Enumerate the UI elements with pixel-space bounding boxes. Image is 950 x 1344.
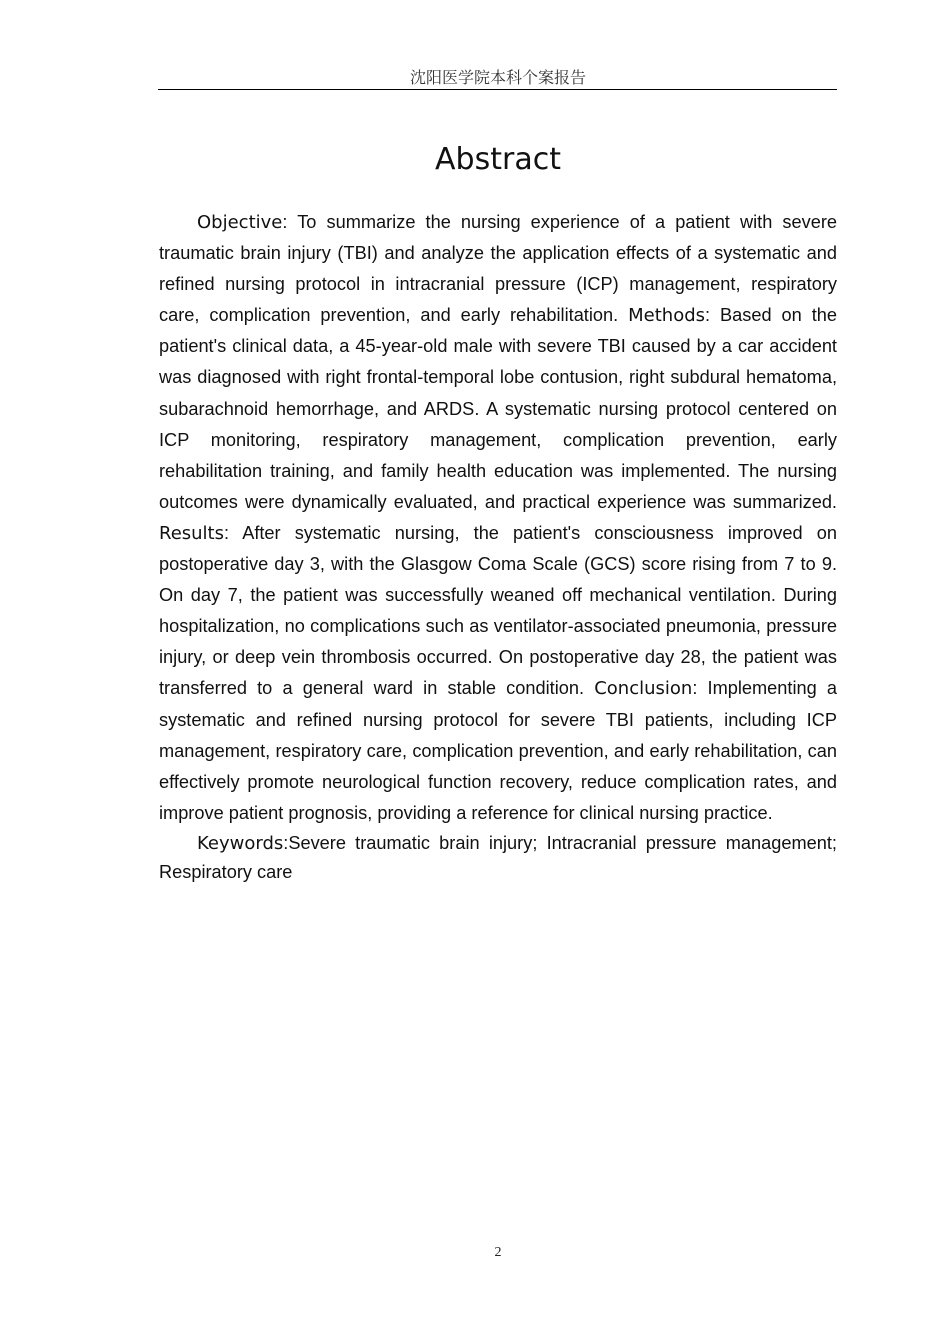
abstract-paragraph xyxy=(159,207,837,829)
methods-text: : Based on the patient's clinical data, a 45-year-old male with severe TBI caused by a car accident was diagnosed with right frontal-temporal lobe contusion, right subdural hematoma, subarachnoid hemorrhage, and ARDS. A systematic nursing protocol centered on ICP monitoring, respiratory management, complication prevention, early rehabilitation training, and family health education was implemented. The nursing outcomes were dynamically evaluated, and practical experience was summarized. xyxy=(159,305,838,512)
conclusion-text: : Implementing a systematic and refined nursing protocol for severe TBI patients, including ICP management, respiratory care, complication prevention, and early rehabilitation, can effectively promote neurological function recovery, reduce complication rates, and improve patient prognosis, providing a reference for clinical nursing practice. xyxy=(159,678,837,823)
results-label: Results xyxy=(159,522,224,544)
abstract-body xyxy=(159,207,837,886)
keywords-label: Keywords xyxy=(197,832,284,854)
abstract-heading: Abstract xyxy=(435,142,561,177)
page-number: 2 xyxy=(494,1245,502,1260)
keywords-paragraph xyxy=(159,829,837,886)
objective-text: : To summarize the nursing experience of a patient with severe traumatic brain injury (TBI) and analyze the application effects of a systematic and refined nursing protocol in intracranial pressure (ICP) management, respiratory care, complication prevention, and early rehabilitation. xyxy=(159,212,837,326)
results-text: : After systematic nursing, the patient's consciousness improved on postoperative day 3, with the Glasgow Coma Scale (GCS) score rising from 7 to 9. On day 7, the patient was successfully weaned off mechanical ventilation. During hospitalization, no complications such as ventilator-associated pneumonia, pressure injury, or deep vein thrombosis occurred. On postoperative day 28, the patient was transferred to a general ward in stable condition. xyxy=(159,522,837,699)
header-rule xyxy=(158,89,837,90)
methods-label: Methods xyxy=(628,305,706,327)
objective-label: Objective xyxy=(197,212,283,233)
conclusion-label: Conclusion xyxy=(594,678,693,700)
keywords-text: :Severe traumatic brain injury; Intracranial pressure management; Respiratory care xyxy=(159,832,837,882)
running-header: 沈阳医学院本科个案报告 xyxy=(409,68,586,87)
